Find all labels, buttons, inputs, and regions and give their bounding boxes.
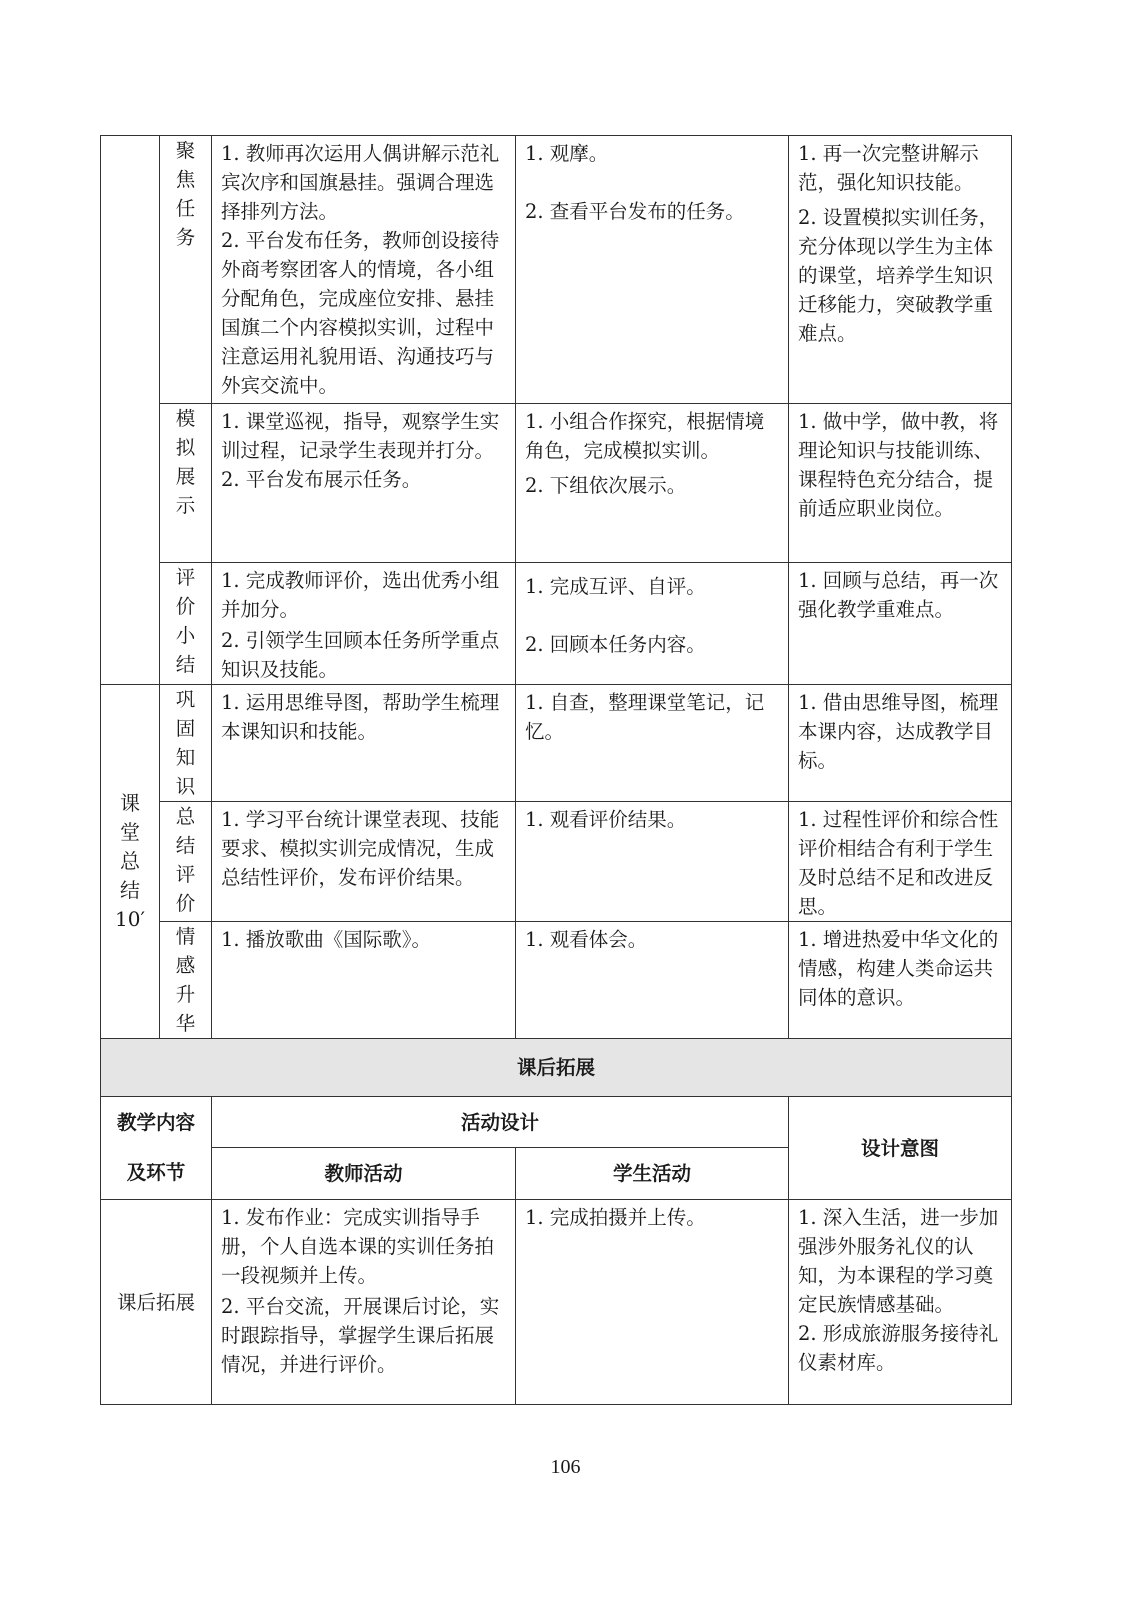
phase-cell: 聚 焦 任 务 bbox=[160, 136, 212, 404]
stage-cell-empty bbox=[101, 136, 160, 685]
student-activity-cell: 1. 自查，整理课堂笔记，记忆。 bbox=[516, 685, 789, 802]
phase-cell: 巩 固 知 识 bbox=[160, 685, 212, 802]
table-row bbox=[101, 563, 1012, 685]
section-row bbox=[101, 1039, 1012, 1097]
teacher-activity-cell: 1. 播放歌曲《国际歌》。 bbox=[212, 922, 516, 1039]
design-intent-cell: 1. 增进热爱中华文化的情感，构建人类命运共同体的意识。 bbox=[789, 922, 1012, 1039]
teacher-activity-cell: 1. 教师再次运用人偶讲解示范礼宾次序和国旗悬挂。强调合理选择排列方法。 2. 平台发布任务，教师创设接待外商考察团客人的情境，各小组分配角色，完成座位安排、悬挂国旗二个内容模拟实训，过程中注意运用礼貌用语、沟通技巧与外宾交流中。 bbox=[212, 136, 516, 404]
section-title: 课后拓展 bbox=[101, 1039, 1012, 1097]
phase-cell: 评 价 小 结 bbox=[160, 563, 212, 685]
teacher-activity-cell: 1. 完成教师评价，选出优秀小组并加分。 2. 引领学生回顾本任务所学重点知识及技能。 bbox=[212, 563, 516, 685]
header-content-stage: 教学内容 及环节 bbox=[101, 1097, 212, 1200]
table-row bbox=[101, 136, 1012, 404]
phase-cell: 模 拟 展 示 bbox=[160, 404, 212, 563]
table-row bbox=[101, 802, 1012, 922]
table-row bbox=[101, 1200, 1012, 1405]
student-activity-cell: 1. 观摩。 2. 查看平台发布的任务。 bbox=[516, 136, 789, 404]
header-row bbox=[101, 1097, 1012, 1148]
design-intent-cell: 1. 回顾与总结，再一次强化教学重难点。 bbox=[789, 563, 1012, 685]
header-student-activity: 学生活动 bbox=[516, 1148, 789, 1200]
stage-cell-summary: 课 堂 总 结 10′ bbox=[101, 685, 160, 1039]
student-activity-cell: 1. 完成互评、自评。 2. 回顾本任务内容。 bbox=[516, 563, 789, 685]
after-class-label: 课后拓展 bbox=[101, 1200, 212, 1405]
teacher-activity-cell: 1. 课堂巡视，指导，观察学生实训过程，记录学生表现并打分。 2. 平台发布展示任务。 bbox=[212, 404, 516, 563]
page-number: 106 bbox=[550, 1456, 581, 1478]
design-intent-cell: 1. 过程性评价和综合性评价相结合有利于学生及时总结不足和改进反思。 bbox=[789, 802, 1012, 922]
student-activity-cell: 1. 完成拍摄并上传。 bbox=[516, 1200, 789, 1405]
teacher-activity-cell: 1. 学习平台统计课堂表现、技能要求、模拟实训完成情况，生成总结性评价，发布评价结果。 bbox=[212, 802, 516, 922]
header-design-intent: 设计意图 bbox=[789, 1097, 1012, 1200]
student-activity-cell: 1. 小组合作探究，根据情境角色，完成模拟实训。 2. 下组依次展示。 bbox=[516, 404, 789, 563]
phase-cell: 情 感 升 华 bbox=[160, 922, 212, 1039]
design-intent-cell: 1. 借由思维导图，梳理本课内容，达成教学目标。 bbox=[789, 685, 1012, 802]
teacher-activity-cell: 1. 运用思维导图，帮助学生梳理本课知识和技能。 bbox=[212, 685, 516, 802]
header-activity-design: 活动设计 bbox=[212, 1097, 789, 1148]
design-intent-cell: 1. 做中学，做中教，将理论知识与技能训练、课程特色充分结合，提前适应职业岗位。 bbox=[789, 404, 1012, 563]
design-intent-cell: 1. 深入生活，进一步加强涉外服务礼仪的认知，为本课程的学习奠定民族情感基础。 2. 形成旅游服务接待礼仪素材库。 bbox=[789, 1200, 1012, 1405]
teacher-activity-cell: 1. 发布作业：完成实训指导手册，个人自选本课的实训任务拍一段视频并上传。 2. 平台交流，开展课后讨论，实时跟踪指导，掌握学生课后拓展情况，并进行评价。 bbox=[212, 1200, 516, 1405]
lesson-plan-table bbox=[100, 135, 1012, 1405]
phase-cell: 总 结 评 价 bbox=[160, 802, 212, 922]
table-row bbox=[101, 685, 1012, 802]
table-row bbox=[101, 404, 1012, 563]
table-row bbox=[101, 922, 1012, 1039]
header-teacher-activity: 教师活动 bbox=[212, 1148, 516, 1200]
student-activity-cell: 1. 观看体会。 bbox=[516, 922, 789, 1039]
design-intent-cell: 1. 再一次完整讲解示范，强化知识技能。 2. 设置模拟实训任务，充分体现以学生为主体的课堂，培养学生知识迁移能力，突破教学重难点。 bbox=[789, 136, 1012, 404]
student-activity-cell: 1. 观看评价结果。 bbox=[516, 802, 789, 922]
